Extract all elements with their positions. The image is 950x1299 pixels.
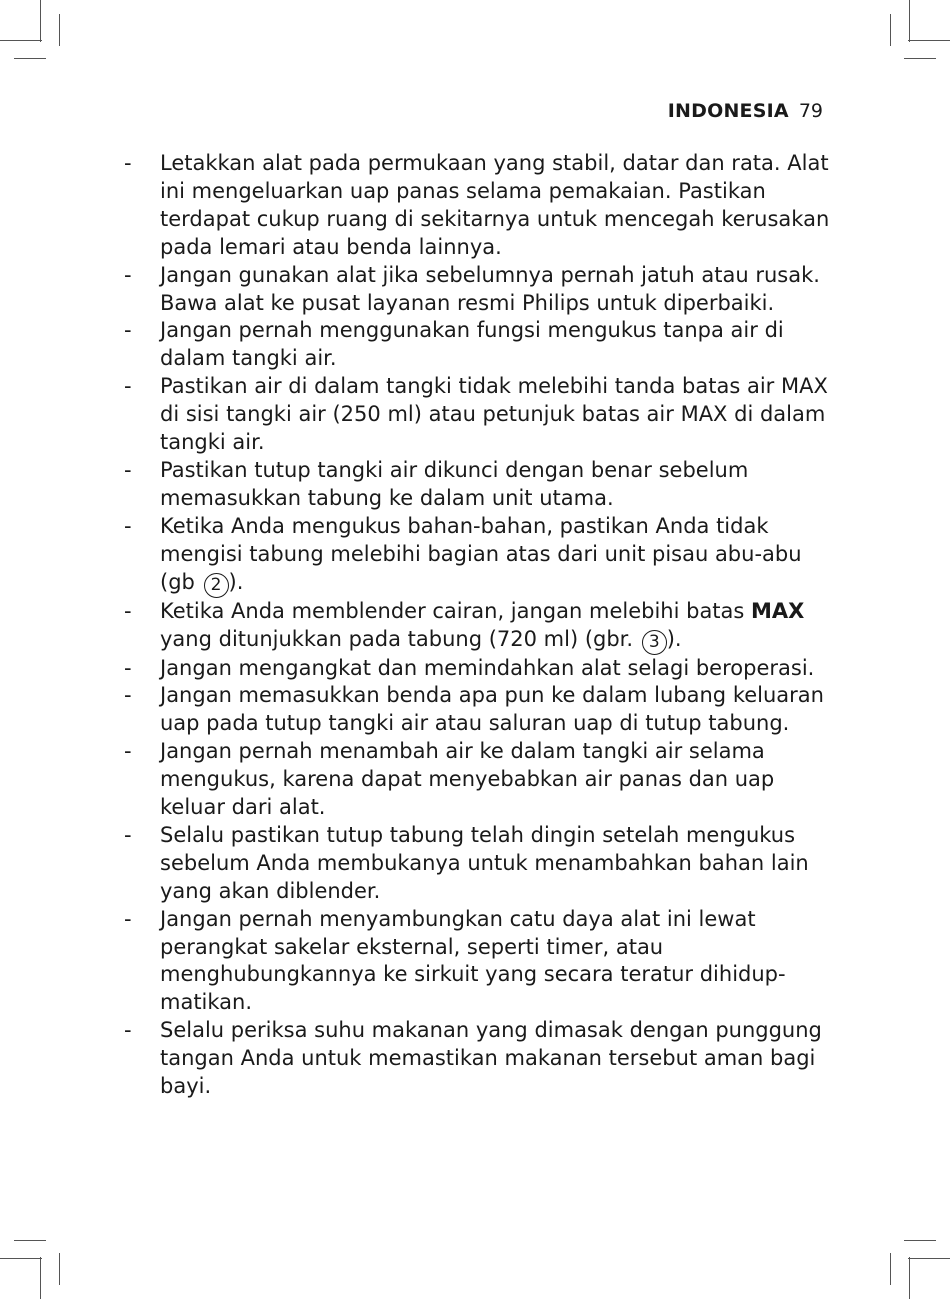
list-item-text: Jangan pernah menambah air ke dalam tangki air selama mengukus, karena dapat menyebabkan air panas dan uap keluar dari alat. xyxy=(160,739,775,820)
list-item-text: Pastikan tutup tangki air dikunci dengan benar sebelum memasukkan tabung ke dalam unit utama. xyxy=(160,457,749,510)
figure-reference: 3 xyxy=(642,630,667,655)
crop-mark xyxy=(40,1257,41,1299)
list-bullet: - xyxy=(124,151,132,175)
list-bullet: - xyxy=(124,683,132,708)
safety-instructions-list xyxy=(124,150,834,1101)
list-item xyxy=(124,513,834,598)
crop-mark xyxy=(59,1253,60,1285)
list-bullet: - xyxy=(124,374,132,399)
list-item xyxy=(124,373,834,457)
list-bullet: - xyxy=(124,598,132,623)
list-item xyxy=(124,906,834,1018)
list-item-text: Jangan mengangkat dan memindahkan alat selagi beroperasi. xyxy=(160,655,815,680)
list-item xyxy=(124,150,834,262)
list-item-text: Pastikan air di dalam tangki tidak melebihi tanda batas air MAX di sisi tangki air (250 ml) atau petunjuk batas air MAX di dalam tangki air. xyxy=(160,374,828,455)
list-item xyxy=(124,655,834,683)
list-item xyxy=(124,1017,834,1101)
list-item-text: Jangan memasukkan benda apa pun ke dalam lubang keluaran uap pada tutup tangki air atau saluran uap di tutup tabung. xyxy=(160,683,824,736)
crop-mark xyxy=(909,0,910,42)
list-item xyxy=(124,457,834,513)
list-item-text: Jangan gunakan alat jika sebelumnya pernah jatuh atau rusak. Bawa alat ke pusat layanan resmi Philips untuk diperbaiki. xyxy=(160,262,820,315)
list-bullet: - xyxy=(124,906,132,931)
text-segment: Ketika Anda mengukus bahan-bahan, pastikan Anda tidak mengisi tabung melebihi bagian atas dari unit pisau abu-abu (gb xyxy=(160,513,802,594)
list-item xyxy=(124,682,834,738)
crop-mark xyxy=(908,1258,950,1259)
page-number: 79 xyxy=(798,100,823,122)
list-bullet: - xyxy=(124,1018,132,1043)
text-segment: ). xyxy=(228,569,244,594)
list-item-text: Selalu periksa suhu makanan yang dimasak dengan punggung tangan Anda untuk memastikan makanan tersebut aman bagi bayi. xyxy=(160,1018,822,1099)
crop-mark xyxy=(890,1253,891,1285)
crop-mark xyxy=(14,1240,46,1241)
list-item-text: Jangan pernah menyambungkan catu daya alat ini lewat perangkat sakelar eksternal, seperti timer, atau menghubungkannya ke sirkuit yang secara teratur dihidup-matikan. xyxy=(160,906,786,1015)
list-bullet: - xyxy=(124,513,132,538)
max-label: MAX xyxy=(751,598,805,623)
list-bullet: - xyxy=(124,822,132,847)
list-bullet: - xyxy=(124,318,132,343)
crop-mark xyxy=(904,1240,936,1241)
crop-mark xyxy=(14,58,46,59)
list-item xyxy=(124,738,834,822)
list-item-text: Letakkan alat pada permukaan yang stabil, datar dan rata. Alat ini mengeluarkan uap panas selama pemakaian. Pastikan terdapat cukup ruang di sekitarnya untuk mencegah kerusakan pada lemari atau benda lainnya. xyxy=(160,151,830,259)
list-item-text xyxy=(160,513,834,598)
crop-mark xyxy=(0,1258,42,1259)
text-segment: Ketika Anda memblender cairan, jangan melebihi batas xyxy=(160,598,752,623)
page-header xyxy=(668,99,823,123)
list-item-text xyxy=(160,598,834,655)
list-bullet: - xyxy=(124,655,132,680)
list-bullet: - xyxy=(124,739,132,764)
crop-mark xyxy=(890,14,891,46)
figure-reference: 2 xyxy=(204,573,229,598)
list-bullet: - xyxy=(124,457,132,482)
text-segment: ). xyxy=(666,626,682,651)
crop-mark xyxy=(40,0,41,42)
list-item-text: Selalu pastikan tutup tabung telah dingin setelah mengukus sebelum Anda membukanya untuk menambahkan bahan lain yang akan diblender. xyxy=(160,822,809,903)
list-item xyxy=(124,262,834,318)
list-item xyxy=(124,822,834,906)
section-language: INDONESIA xyxy=(667,100,789,122)
text-segment: yang ditunjukkan pada tabung (720 ml) (gbr. xyxy=(160,626,640,651)
crop-mark xyxy=(0,40,42,41)
list-item-text: Jangan pernah menggunakan fungsi mengukus tanpa air di dalam tangki air. xyxy=(160,318,784,371)
crop-mark xyxy=(908,40,950,41)
list-item xyxy=(124,598,834,655)
list-item xyxy=(124,317,834,373)
crop-mark xyxy=(904,58,936,59)
list-bullet: - xyxy=(124,262,132,287)
crop-mark xyxy=(909,1257,910,1299)
crop-mark xyxy=(59,14,60,46)
